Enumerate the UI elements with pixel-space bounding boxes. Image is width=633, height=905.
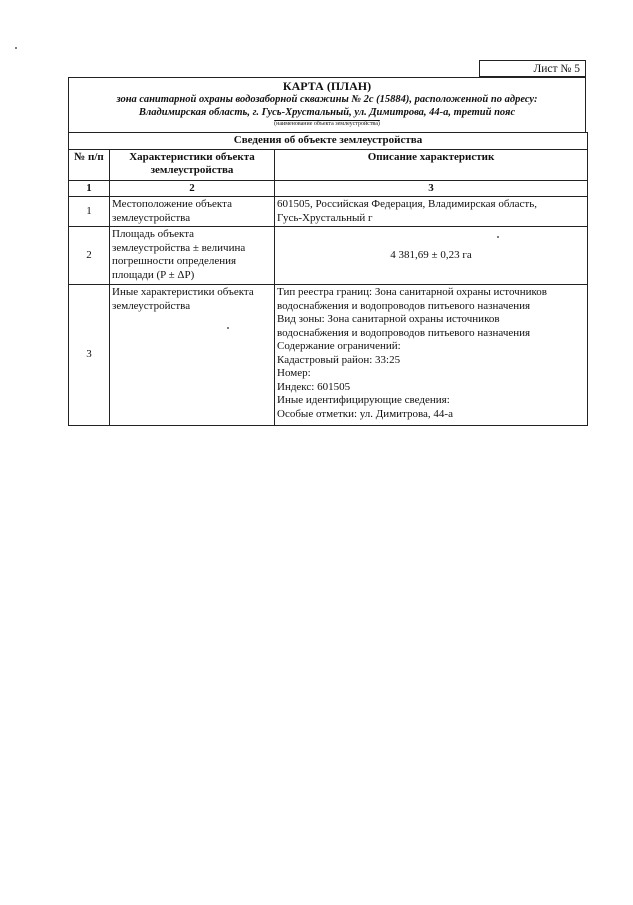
description-line: Номер: xyxy=(277,367,311,379)
row-characteristic: Местоположение объекта землеустройства xyxy=(110,197,275,227)
description-line: Тип реестра границ: Зона санитарной охраны источников xyxy=(277,286,547,298)
row-description xyxy=(275,285,588,426)
description-line: водоснабжения и водопроводов питьевого назначения xyxy=(277,299,531,312)
column-header-number: № п/п xyxy=(69,149,110,180)
document-subtitle-line-2: Владимирская область, г. Гусь-Хрустальный, ул. Димитрова, 44-а, третий пояс xyxy=(138,107,516,118)
table-row xyxy=(69,227,588,285)
table-header-row xyxy=(69,149,588,180)
row-number: 3 xyxy=(69,285,110,426)
column-number-2: 2 xyxy=(110,180,275,197)
description-line: Индекс: 601505 xyxy=(277,380,351,393)
description-line: Вид зоны: Зона санитарной охраны источников xyxy=(277,313,500,325)
row-characteristic: Площадь объекта землеустройства ± величина погрешности определения площади (P ± ΔP) xyxy=(110,227,275,285)
column-number-3: 3 xyxy=(275,180,588,197)
document-header xyxy=(68,77,586,133)
document-title: КАРТА (ПЛАН) xyxy=(282,79,372,93)
sheet-number-label: Лист № 5 xyxy=(479,60,586,77)
scan-speck xyxy=(497,236,499,238)
section-title: Сведения об объекте землеустройства xyxy=(69,133,588,150)
column-number-1: 1 xyxy=(69,180,110,197)
row-description xyxy=(275,227,588,285)
row-number: 2 xyxy=(69,227,110,285)
description-line: Кадастровый район: 33:25 xyxy=(277,353,401,366)
description-line: Иные идентифицирующие сведения: xyxy=(277,394,450,406)
description-line: 601505, Российская Федерация, Владимирская область, xyxy=(277,198,537,210)
column-number-row xyxy=(69,180,588,197)
object-info-table xyxy=(68,132,588,426)
table-row xyxy=(69,197,588,227)
section-title-row xyxy=(69,133,588,150)
row-description xyxy=(275,197,588,227)
description-line: водоснабжения и водопроводов питьевого назначения xyxy=(277,326,531,339)
table-row xyxy=(69,285,588,426)
column-header-description: Описание характеристик xyxy=(275,149,588,180)
description-line: Гусь-Хрустальный г xyxy=(277,211,373,224)
description-line: Содержание ограничений: xyxy=(277,340,401,352)
scan-speck xyxy=(227,327,229,329)
document-subtitle-line-1: зона санитарной охраны водозаборной скважины № 2с (15884), расположенной по адресу: xyxy=(116,94,538,105)
description-line: 4 381,69 ± 0,23 га xyxy=(390,248,472,261)
scan-speck xyxy=(15,47,17,49)
column-header-characteristic: Характеристики объекта землеустройства xyxy=(110,149,275,180)
row-characteristic: Иные характеристики объекта землеустройства xyxy=(110,285,275,426)
row-number: 1 xyxy=(69,197,110,227)
subtitle-note: (наименование объекта землеустройства) xyxy=(274,121,380,127)
description-line: Особые отметки: ул. Димитрова, 44-а xyxy=(277,407,453,420)
